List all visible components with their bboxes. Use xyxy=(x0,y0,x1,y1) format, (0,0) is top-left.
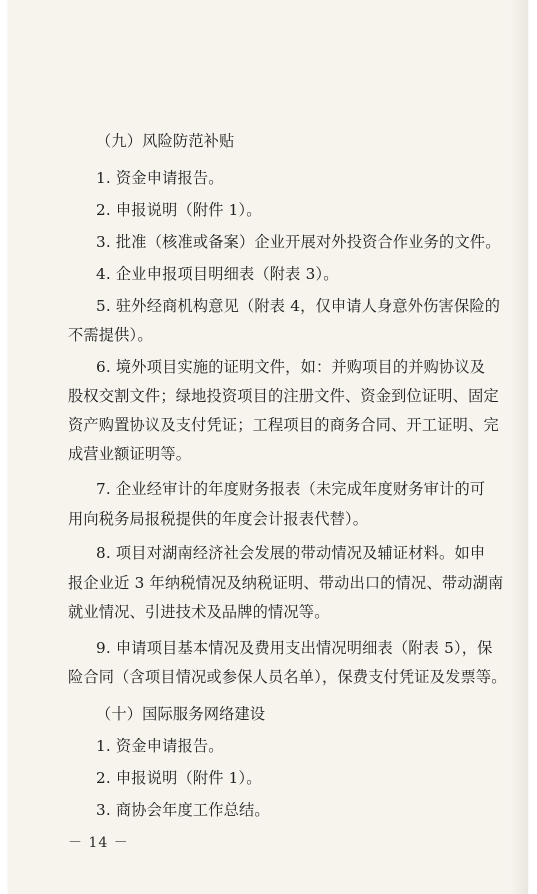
list-item-continuation: 就业情况、引进技术及品牌的情况等。 xyxy=(68,603,330,621)
list-item-continuation: 成营业额证明等。 xyxy=(68,445,192,463)
section-10-title: （十）国际服务网络建设 xyxy=(96,705,266,723)
list-item: 2. 申报说明（附件 1）。 xyxy=(96,201,262,219)
list-item: 1. 资金申请报告。 xyxy=(96,737,224,755)
list-item-continuation: 险合同（含项目情况或参保人员名单），保费支付凭证及发票等。 xyxy=(68,668,507,686)
list-item: 8. 项目对湖南经济社会发展的带动情况及辅证材料。如申 xyxy=(96,544,486,562)
list-item-continuation: 资产购置协议及支付凭证；工程项目的商务合同、开工证明、完 xyxy=(68,416,499,434)
list-item: 3. 批准（核准或备案）企业开展对外投资合作业务的文件。 xyxy=(96,233,501,251)
section-9-title: （九）风险防范补贴 xyxy=(96,132,235,150)
list-item-continuation: 用向税务局报税提供的年度会计报表代替）。 xyxy=(68,510,369,528)
list-item: 4. 企业申报项目明细表（附表 3）。 xyxy=(96,265,339,283)
list-item: 9. 申请项目基本情况及费用支出情况明细表（附表 5），保 xyxy=(96,639,493,657)
list-item-continuation: 股权交割文件；绿地投资项目的注册文件、资金到位证明、固定 xyxy=(68,387,499,405)
document-page xyxy=(8,0,528,894)
list-item: 7. 企业经审计的年度财务报表（未完成年度财务审计的可 xyxy=(96,480,486,498)
list-item: 2. 申报说明（附件 1）。 xyxy=(96,769,262,787)
page-number: － 14 － xyxy=(68,835,129,851)
list-item: 1. 资金申请报告。 xyxy=(96,169,224,187)
list-item-continuation: 报企业近 3 年纳税情况及纳税证明、带动出口的情况、带动湖南 xyxy=(68,574,504,592)
list-item: 5. 驻外经商机构意见（附表 4，仅申请人身意外伤害保险的 xyxy=(96,297,501,315)
list-item: 6. 境外项目实施的证明文件，如：并购项目的并购协议及 xyxy=(96,358,486,376)
list-item-continuation: 不需提供）。 xyxy=(68,326,153,344)
list-item: 3. 商协会年度工作总结。 xyxy=(96,801,270,819)
